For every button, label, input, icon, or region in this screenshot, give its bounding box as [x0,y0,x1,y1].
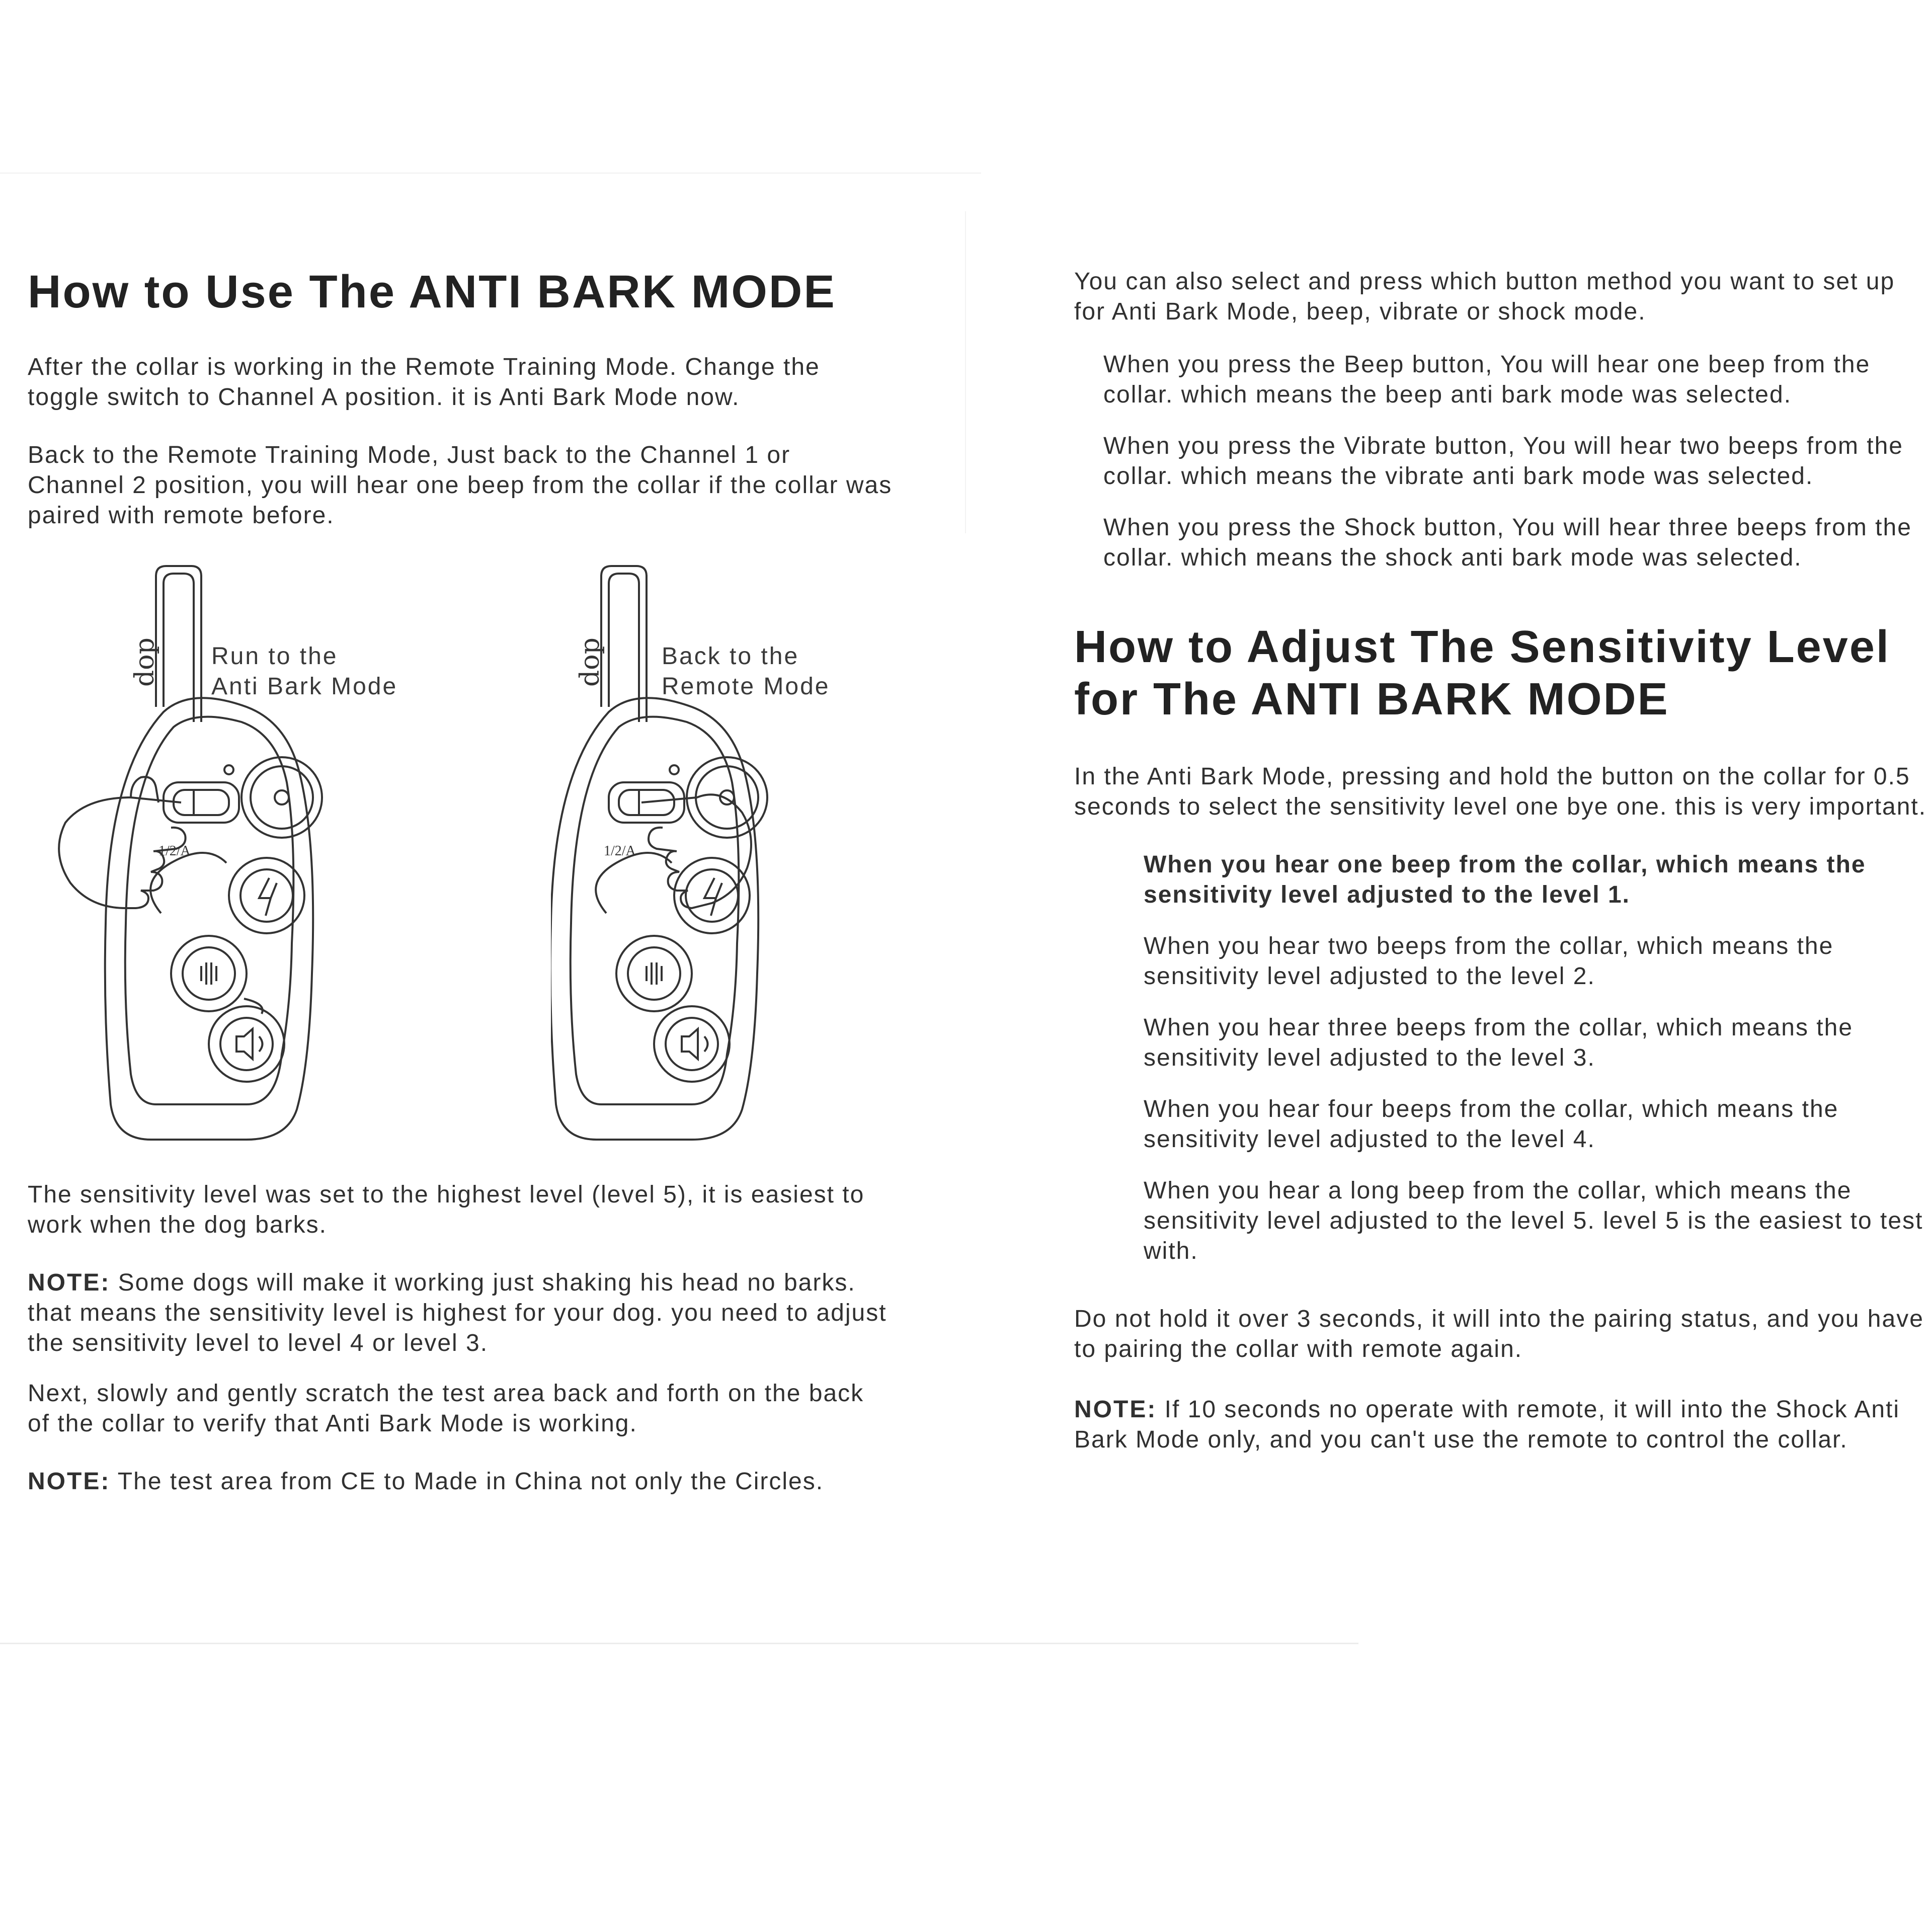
caption-run-to-anti-bark [211,641,397,702]
level-4-text: When you hear four beeps from the collar, which means the sensitivity level adjusted to the level 4. [1144,1096,1839,1153]
switch-label: 1/2/A [604,843,636,859]
brand-logo-text: dop [130,637,160,687]
note-text: Some dogs will make it working just shaking his head no barks. that means the sensitivity level is highest for your dog. you need to adjust the sensitivity level to level 4 or level 3. [28,1269,887,1356]
note-text: The test area from CE to Made in China not only the Circles. [110,1468,824,1495]
remote-figure [28,561,893,1160]
note-test-area [28,1467,893,1497]
note-label: NOTE: [1074,1396,1157,1423]
paragraph-vibrate-button: When you press the Vibrate button, You will hear two beeps from the collar. which means the vibrate anti bark mode was selected. [1103,433,1903,490]
level-1-text: When you hear one beep from the collar, which means the sensitivity level adjusted to the level 1. [1144,851,1866,908]
caption-line: Back to the [662,643,799,670]
paragraph-beep-button: When you press the Beep button, You will hear one beep from the collar. which means the beep anti bark mode was selected. [1103,351,1871,408]
caption-back-to-remote [662,641,830,702]
caption-line: Anti Bark Mode [211,673,398,700]
paragraph-sensitivity-highest: The sensitivity level was set to the highest level (level 5), it is easiest to work when the dog barks. [28,1181,865,1238]
note-shaking-head [28,1268,893,1358]
paragraph-hold-button: In the Anti Bark Mode, pressing and hold the button on the collar for 0.5 seconds to select the sensitivity level one bye one. this is very important. [1074,763,1927,820]
note-text: If 10 seconds no operate with remote, it will into the Shock Anti Bark Mode only, and you can't use the remote to control the collar. [1074,1396,1900,1453]
paragraph-scratch-test: Next, slowly and gently scratch the test area back and forth on the back of the collar to verify that Anti Bark Mode is working. [28,1380,864,1437]
caption-line: Run to the [211,643,338,670]
paragraph-select-method: You can also select and press which button method you want to set up for Anti Bark Mode, beep, vibrate or shock mode. [1074,268,1895,325]
heading-anti-bark-mode: How to Use The ANTI BARK MODE [28,266,836,317]
heading-adjust-sensitivity: How to Adjust The Sensitivity Level for The ANTI BARK MODE [1074,622,1890,725]
paragraph-do-not-hold: Do not hold it over 3 seconds, it will into the pairing status, and you have to pairing the collar with remote again. [1074,1306,1924,1362]
page-divider [965,211,966,533]
top-rule [0,173,981,174]
paragraph-shock-button: When you press the Shock button, You will hear three beeps from the collar. which means the shock anti bark mode was selected. [1103,514,1912,571]
level-2-text: When you hear two beeps from the collar, which means the sensitivity level adjusted to the level 2. [1144,933,1834,990]
level-5-text: When you hear a long beep from the collar, which means the sensitivity level adjusted to the level 5. level 5 is the easiest to test with. [1144,1177,1923,1264]
brand-logo-text: dop [575,637,605,687]
paragraph-back-to-remote: Back to the Remote Training Mode, Just back to the Channel 1 or Channel 2 position, you will hear one beep from the collar if the collar was paired with remote before. [28,442,893,529]
note-label: NOTE: [28,1269,111,1296]
left-column [28,262,893,1497]
paragraph-channel-a: After the collar is working in the Remote Training Mode. Change the toggle switch to Channel A position. it is Anti Bark Mode now. [28,354,820,411]
level-3-text: When you hear three beeps from the collar, which means the sensitivity level adjusted to the level 3. [1144,1014,1854,1071]
switch-label: 1/2/A [158,843,191,859]
right-column [1074,267,1929,1455]
bottom-rule [0,1643,1358,1644]
caption-line: Remote Mode [662,673,830,700]
note-auto-shock [1074,1395,1929,1455]
note-label: NOTE: [28,1468,111,1495]
